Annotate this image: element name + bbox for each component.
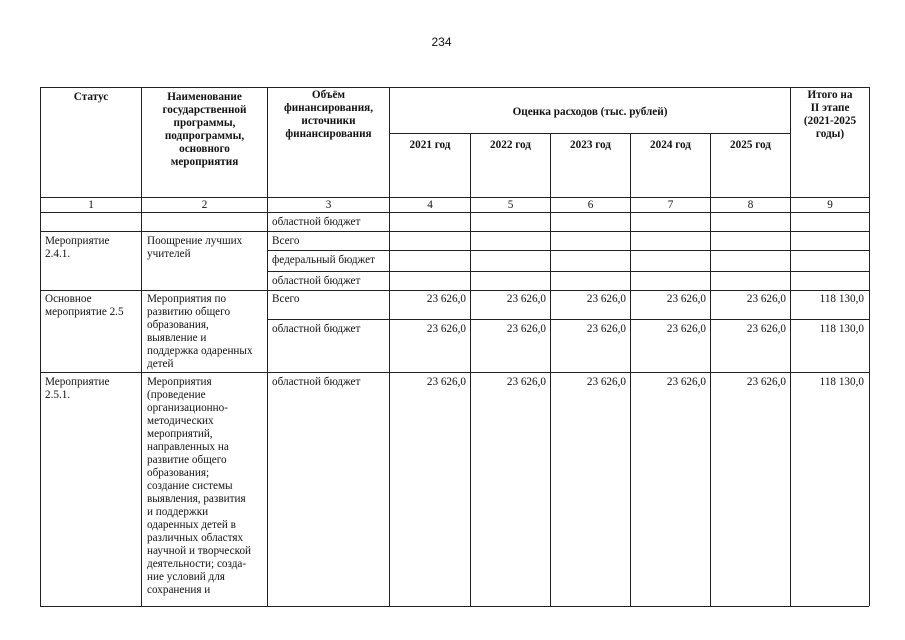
name-line: организационно- <box>147 402 228 414</box>
source-cell: областной бюджет <box>272 275 361 287</box>
program-name-cell <box>147 376 251 597</box>
page-number: 234 <box>431 35 452 49</box>
header-line: Объём <box>311 89 346 101</box>
header-line: программы, <box>173 117 236 129</box>
table-border-bottom <box>40 606 869 607</box>
column-numbers-rule <box>40 212 869 213</box>
status-cell <box>45 376 110 402</box>
value-cell: 23 626,0 <box>586 376 626 388</box>
status-cell <box>45 293 124 319</box>
source-cell: областной бюджет <box>272 323 361 335</box>
value-cell: 118 130,0 <box>819 323 864 335</box>
header-line: (2021-2025 <box>803 115 857 127</box>
row-rule <box>40 372 869 373</box>
name-line: различных областях <box>147 532 244 544</box>
name-line: методических <box>147 415 214 427</box>
header-bottom-rule <box>40 197 869 198</box>
name-line: направленных на <box>147 441 229 453</box>
header-line: финансирования, <box>284 102 373 114</box>
header-program-name <box>142 91 267 169</box>
name-line: создание системы <box>147 480 233 492</box>
value-cell: 23 626,0 <box>746 376 786 388</box>
row-rule <box>40 231 869 232</box>
name-line: поддержка одаренных <box>147 345 253 357</box>
source-cell: федеральный бюджет <box>272 254 375 266</box>
header-line: годы) <box>815 128 845 140</box>
program-name-cell <box>147 293 253 371</box>
source-cell: Всего <box>272 235 300 247</box>
header-line: Итого на <box>807 89 853 101</box>
header-line: источники <box>301 115 356 127</box>
source-cell: областной бюджет <box>272 216 361 228</box>
value-cell: 23 626,0 <box>426 293 466 305</box>
status-line: мероприятие 2.5 <box>45 306 124 318</box>
value-cell: 118 130,0 <box>819 376 864 388</box>
status-line: Мероприятие <box>45 376 110 388</box>
name-line: развитие общего <box>147 454 227 466</box>
name-line: развитию общего <box>147 306 231 318</box>
column-rule <box>267 87 268 606</box>
header-total <box>791 89 869 141</box>
column-number: 2 <box>201 199 208 211</box>
column-rule <box>790 87 791 606</box>
value-cell: 23 626,0 <box>506 293 546 305</box>
status-cell <box>45 235 110 261</box>
header-line: II этапе <box>810 102 850 114</box>
header-line: основного <box>179 143 230 155</box>
value-cell: 23 626,0 <box>426 323 466 335</box>
row-rule <box>267 271 869 272</box>
row-rule <box>40 290 869 291</box>
column-number: 7 <box>667 199 674 211</box>
header-line: финансирования <box>285 128 372 140</box>
status-line: Основное <box>45 293 92 305</box>
name-line: детей <box>147 358 174 370</box>
header-year-2021: 2021 год <box>409 139 451 151</box>
header-year-2022: 2022 год <box>490 139 531 151</box>
header-line: мероприятия <box>170 156 239 168</box>
header-estimate: Оценка расходов (тыс. рублей) <box>512 106 668 118</box>
header-year-divider <box>389 133 790 134</box>
column-rule <box>389 87 390 606</box>
name-line: образования, <box>147 319 209 331</box>
program-name-cell <box>147 235 242 261</box>
value-cell: 23 626,0 <box>586 293 626 305</box>
name-line: Поощрение лучших <box>147 235 243 247</box>
header-year-2024: 2024 год <box>650 139 691 151</box>
header-financing <box>268 89 389 141</box>
column-number: 8 <box>747 199 754 211</box>
name-line: Мероприятия по <box>147 293 227 305</box>
status-line: 2.4.1. <box>45 248 71 260</box>
header-line: подпрограммы, <box>164 130 245 142</box>
row-rule <box>267 319 869 320</box>
value-cell: 23 626,0 <box>746 293 786 305</box>
table-border-right <box>869 87 870 606</box>
name-line: образования; <box>147 467 210 479</box>
value-cell: 23 626,0 <box>506 376 546 388</box>
value-cell: 118 130,0 <box>819 293 864 305</box>
column-number: 5 <box>507 199 514 211</box>
name-line: (проведение <box>147 389 206 401</box>
table-border-top <box>40 87 869 88</box>
value-cell: 23 626,0 <box>666 323 706 335</box>
name-line: одаренных детей в <box>147 519 236 531</box>
name-line: выявление и <box>147 332 207 344</box>
header-line: государственной <box>162 104 247 116</box>
value-cell: 23 626,0 <box>666 376 706 388</box>
name-line: сохранения и <box>147 584 211 596</box>
name-line: ние условий для <box>147 571 225 583</box>
column-number: 9 <box>827 199 833 211</box>
name-line: и поддержки <box>147 506 209 518</box>
row-rule <box>267 250 869 251</box>
status-line: Мероприятие <box>45 235 110 247</box>
header-line: Наименование <box>167 91 242 103</box>
value-cell: 23 626,0 <box>666 293 706 305</box>
value-cell: 23 626,0 <box>426 376 466 388</box>
header-status: Статус <box>73 91 109 103</box>
source-cell: Всего <box>272 293 300 305</box>
table-border-left <box>40 87 41 606</box>
value-cell: 23 626,0 <box>506 323 546 335</box>
value-cell: 23 626,0 <box>586 323 626 335</box>
column-number: 4 <box>427 199 433 211</box>
name-line: научной и творческой <box>147 545 252 557</box>
column-number: 3 <box>325 199 332 211</box>
name-line: Мероприятия <box>147 376 212 388</box>
status-line: 2.5.1. <box>45 389 71 401</box>
header-year-2025: 2025 год <box>730 139 771 151</box>
name-line: мероприятий, <box>147 428 213 440</box>
name-line: выявления, развития <box>147 493 246 505</box>
source-cell: областной бюджет <box>272 376 361 388</box>
name-line: деятельности; созда- <box>147 558 247 570</box>
name-line: учителей <box>147 248 191 260</box>
header-year-2023: 2023 год <box>570 139 611 151</box>
value-cell: 23 626,0 <box>746 323 786 335</box>
column-number: 1 <box>88 199 94 211</box>
column-number: 6 <box>587 199 594 211</box>
